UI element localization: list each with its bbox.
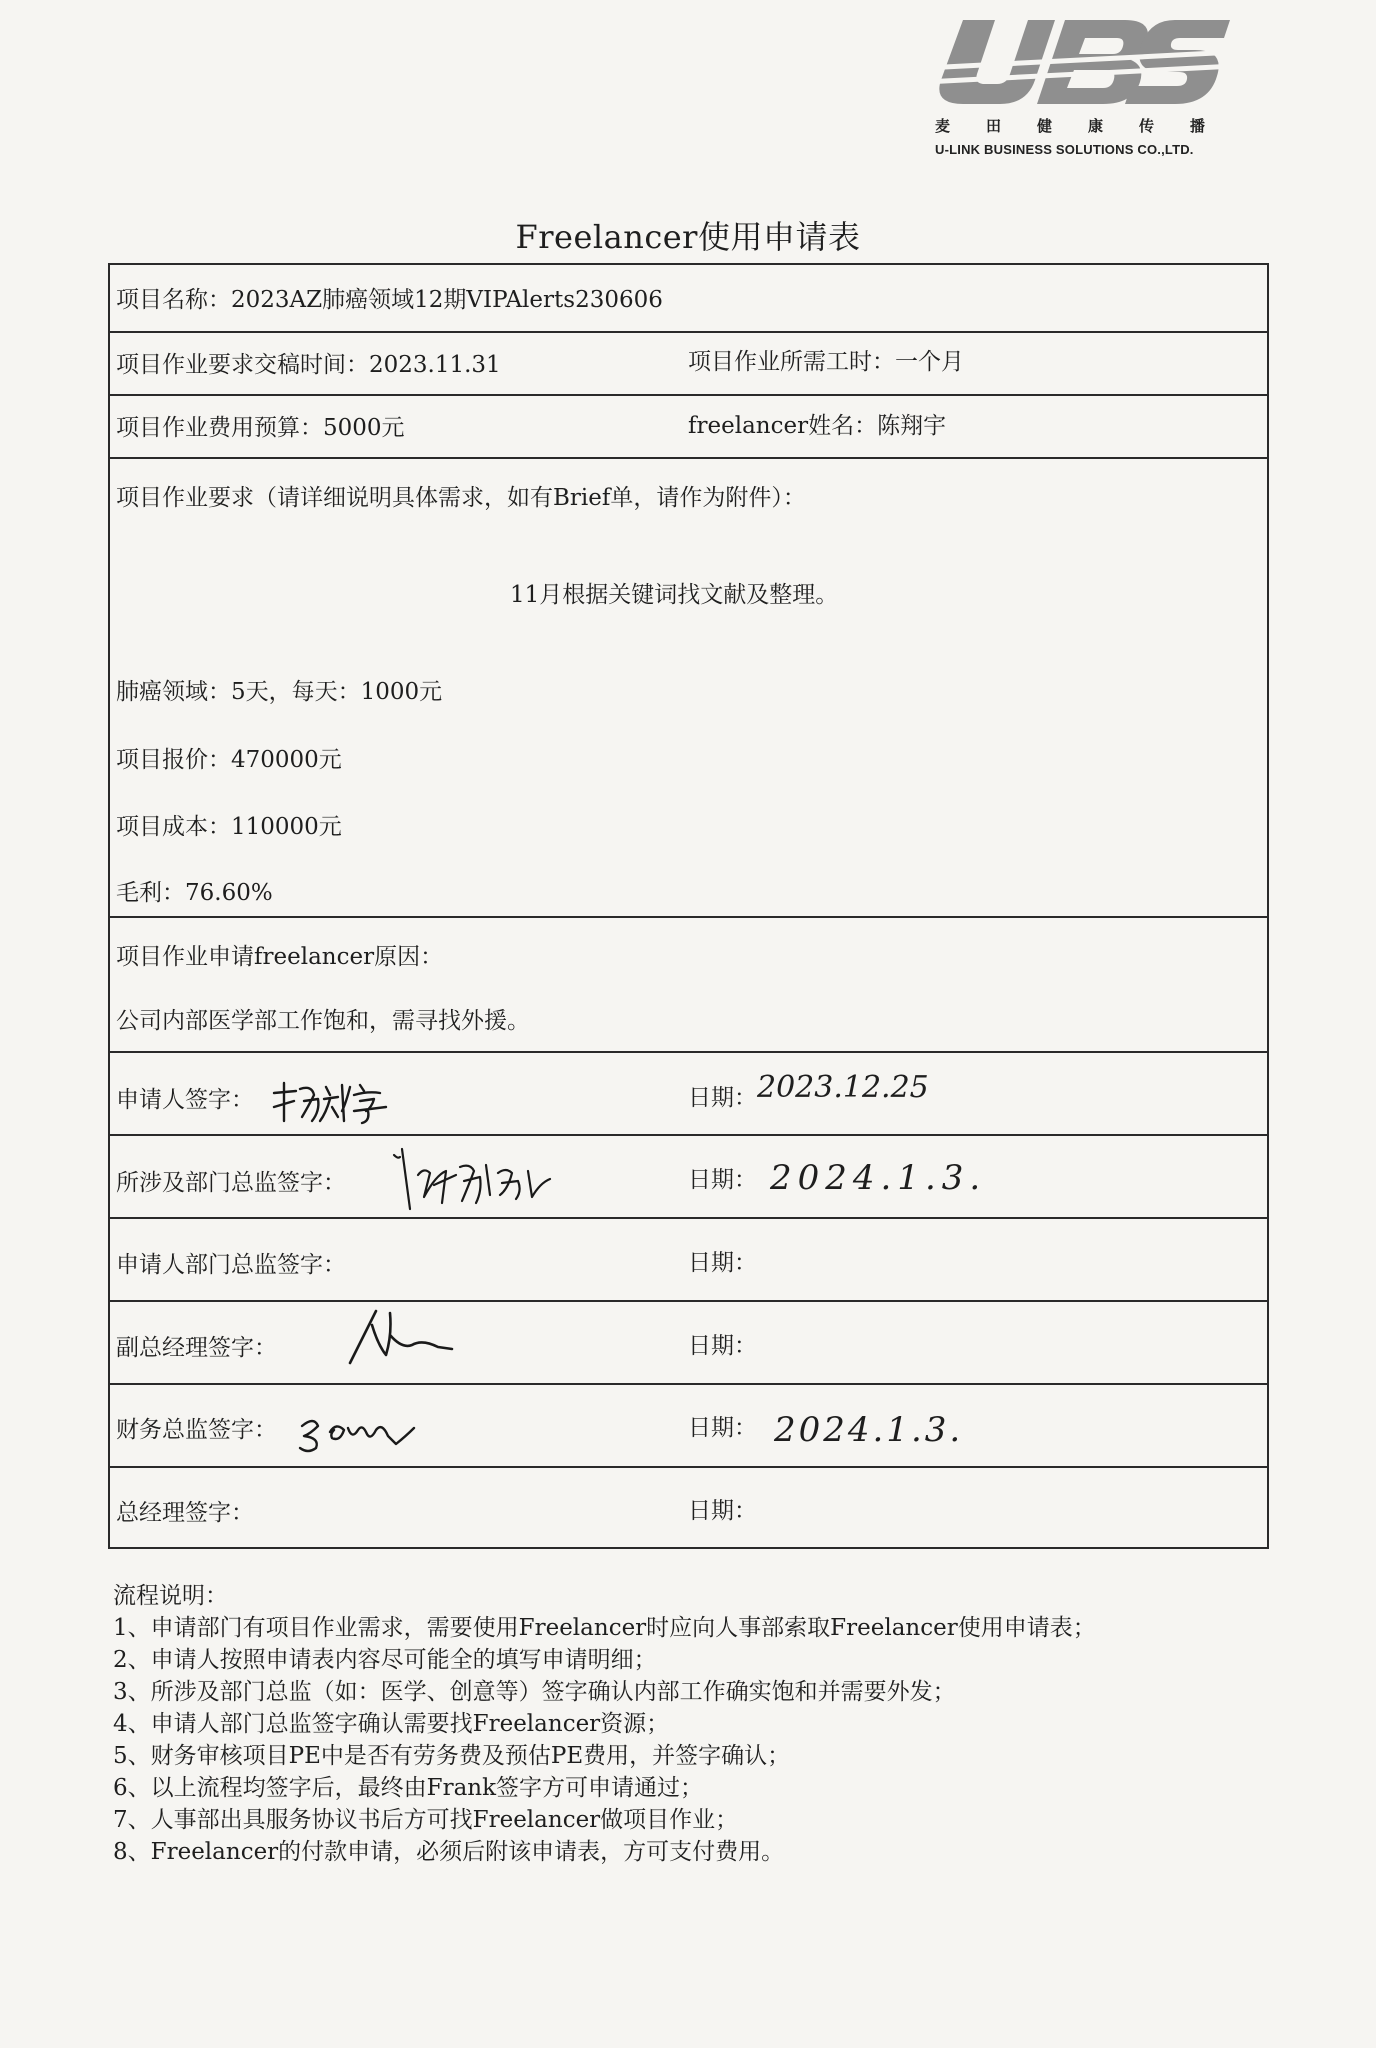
freelancer-name-value: 陈翔宇 [877, 413, 947, 439]
dept-director-signature-label: 所涉及部门总监签字： [116, 1170, 346, 1196]
project-name-row [116, 285, 663, 315]
applicant-signature-label: 申请人签字： [116, 1087, 254, 1113]
applicant-handwritten-signature [268, 1077, 398, 1127]
cfo-handwritten-date: 2024.1.3. [774, 1410, 964, 1450]
ubs-logo-mark [925, 12, 1235, 112]
row-divider [110, 1383, 1267, 1385]
project-name-value: 2023AZ肺癌领域12期VIPAlerts230606 [231, 287, 663, 313]
dept-director-handwritten-date: 2024.1.3. [770, 1158, 987, 1198]
dept-director-date-label: 日期： [688, 1167, 757, 1193]
vp-signature-label: 副总经理签字： [116, 1335, 277, 1361]
deadline-field [116, 350, 501, 380]
gm-date-label: 日期： [688, 1498, 757, 1524]
logo-english-name: U-LINK BUSINESS SOLUTIONS CO.,LTD. [935, 142, 1194, 157]
budget-value: 5000元 [323, 415, 405, 441]
requirements-line: 项目成本：110000元 [116, 814, 342, 840]
requirements-line: 肺癌领域：5天，每天：1000元 [116, 679, 443, 705]
deadline-label: 项目作业要求交稿时间： [116, 352, 369, 378]
row-divider [110, 1134, 1267, 1136]
applicant-handwritten-date: 2023.12.25 [757, 1070, 929, 1105]
vp-handwritten-signature [342, 1305, 462, 1369]
row-divider [110, 1051, 1267, 1053]
row-divider [110, 331, 1267, 333]
reason-label: 项目作业申请freelancer原因： [116, 944, 444, 970]
process-note-item: 3、所涉及部门总监（如：医学、创意等）签字确认内部工作确实饱和并需要外发； [113, 1679, 956, 1705]
row-divider [110, 1300, 1267, 1302]
requirements-line: 毛利：76.60% [116, 880, 273, 906]
project-name-label: 项目名称： [116, 287, 231, 313]
logo-char: 健 [1036, 117, 1052, 135]
page-title: Freelancer使用申请表 [515, 218, 861, 256]
logo-char: 康 [1087, 117, 1103, 135]
freelancer-name-field [688, 411, 946, 441]
process-notes [113, 1580, 1096, 1868]
row-divider [110, 394, 1267, 396]
process-note-item: 4、申请人部门总监签字确认需要找Freelancer资源； [113, 1711, 670, 1737]
hours-label: 项目作业所需工时： [688, 349, 895, 375]
process-note-item: 5、财务审核项目PE中是否有劳务费及预估PE费用，并签字确认； [113, 1743, 791, 1769]
hours-value: 一个月 [895, 349, 964, 375]
application-form [108, 263, 1269, 1549]
cfo-signature-label: 财务总监签字： [116, 1417, 277, 1443]
logo-char: 田 [985, 117, 1001, 135]
dept-director-handwritten-signature [390, 1145, 640, 1215]
logo-char: 麦 [935, 117, 951, 135]
applicant-dept-director-signature-label: 申请人部门总监签字： [116, 1252, 346, 1278]
reason-text: 公司内部医学部工作饱和，需寻找外援。 [116, 1008, 530, 1034]
process-note-item: 8、Freelancer的付款申请，必须后附该申请表，方可支付费用。 [113, 1839, 785, 1865]
cfo-handwritten-signature [296, 1408, 426, 1458]
budget-field [116, 413, 405, 443]
vp-date-label: 日期： [688, 1333, 757, 1359]
applicant-date-label: 日期： [688, 1085, 757, 1111]
process-note-item: 7、人事部出具服务协议书后方可找Freelancer做项目作业； [113, 1807, 739, 1833]
row-divider [110, 1217, 1267, 1219]
cfo-date-label: 日期： [688, 1415, 757, 1441]
company-logo [925, 12, 1235, 162]
row-divider [110, 916, 1267, 918]
freelancer-name-label: freelancer姓名： [688, 413, 878, 439]
requirements-line: 项目报价：470000元 [116, 747, 342, 773]
hours-field [688, 347, 964, 377]
process-note-item: 2、申请人按照申请表内容尽可能全的填写申请明细； [113, 1647, 657, 1673]
deadline-value: 2023.11.31 [369, 352, 501, 378]
process-notes-heading: 流程说明： [113, 1583, 228, 1609]
logo-char: 传 [1138, 117, 1154, 135]
process-note-item: 6、以上流程均签字后，最终由Frank签字方可申请通过； [113, 1775, 704, 1801]
process-note-item: 1、申请部门有项目作业需求，需要使用Freelancer时应向人事部索取Freelancer使用申请表； [113, 1615, 1096, 1641]
requirements-label: 项目作业要求（请详细说明具体需求，如有Brief单，请作为附件）： [116, 485, 806, 511]
logo-char: 播 [1189, 117, 1205, 135]
budget-label: 项目作业费用预算： [116, 415, 323, 441]
gm-signature-label: 总经理签字： [116, 1500, 254, 1526]
row-divider [110, 457, 1267, 459]
requirements-description: 11月根据关键词找文献及整理。 [510, 582, 839, 608]
applicant-dept-director-date-label: 日期： [688, 1250, 757, 1276]
logo-chinese-name [935, 115, 1205, 136]
row-divider [110, 1466, 1267, 1468]
